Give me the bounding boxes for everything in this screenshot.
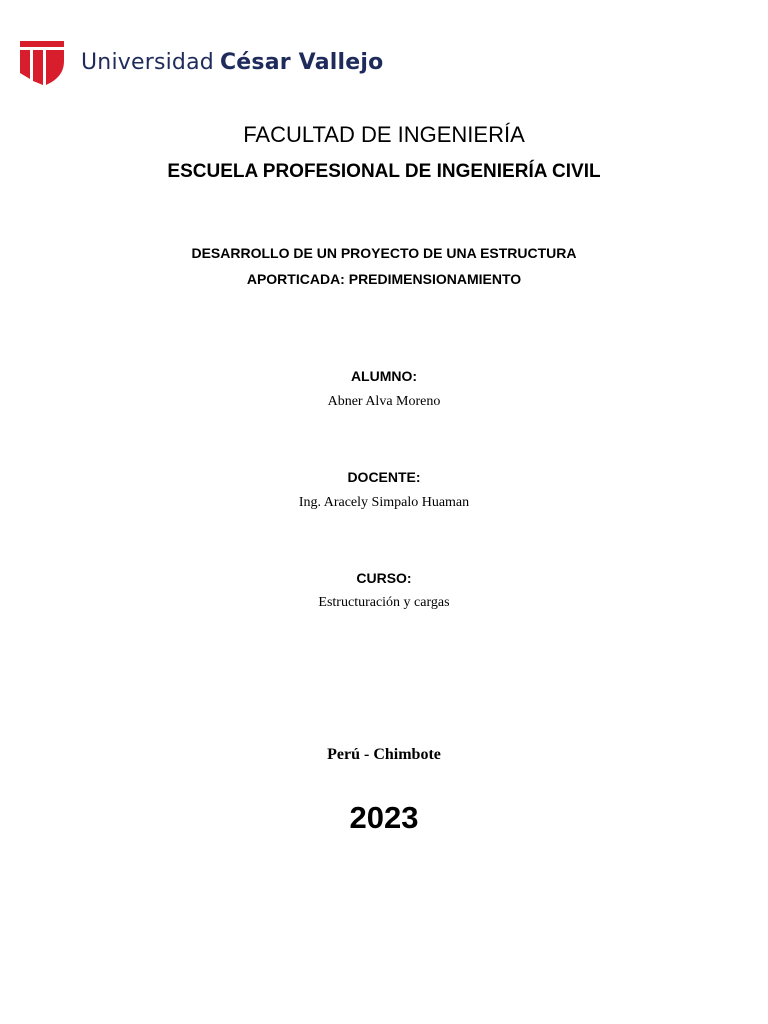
university-name-part1: Universidad (81, 49, 214, 75)
student-name: Abner Alva Moreno (327, 394, 441, 409)
university-name-part2: César Vallejo (219, 49, 384, 75)
faculty-title: FACULTAD DE INGENIERÍA (243, 122, 525, 147)
course-name: Estructuración y cargas (318, 595, 450, 610)
university-name (81, 50, 383, 75)
teacher-name: Ing. Aracely Simpalo Huaman (298, 495, 470, 510)
year-text: 2023 (349, 800, 419, 835)
project-title (0, 240, 768, 292)
university-shield-icon (19, 39, 65, 85)
university-logo (19, 38, 383, 86)
course-label: CURSO: (356, 570, 412, 586)
teacher-label: DOCENTE: (347, 469, 421, 485)
project-title-line1: DESARROLLO DE UN PROYECTO DE UNA ESTRUCTURA (191, 245, 577, 261)
student-label: ALUMNO: (350, 368, 418, 384)
school-title: ESCUELA PROFESIONAL DE INGENIERÍA CIVIL (167, 161, 601, 182)
project-title-line2: APORTICADA: PREDIMENSIONAMIENTO (246, 271, 522, 287)
location-text: Perú - Chimbote (327, 746, 441, 763)
